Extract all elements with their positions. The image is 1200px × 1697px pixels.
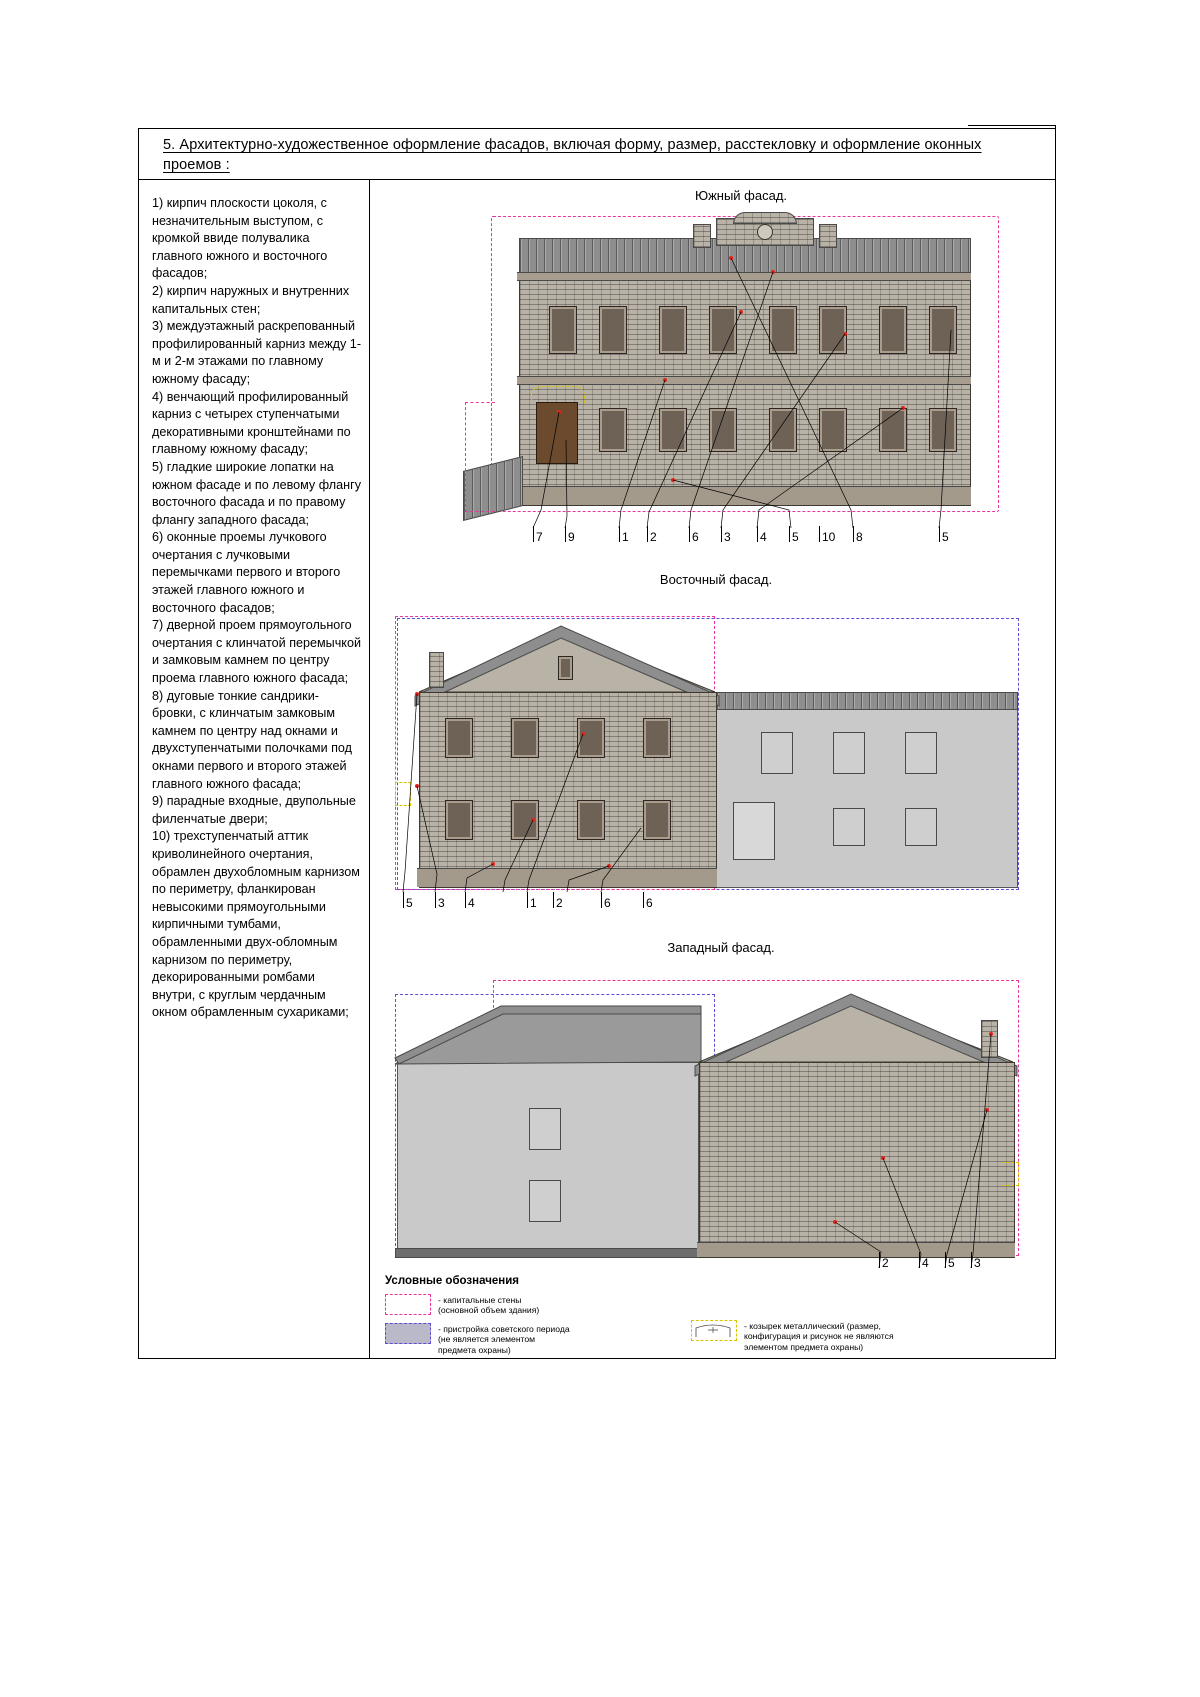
legend-text-metal-canopy-1: - козырек металлический (размер, [744,1321,881,1331]
drawings-area [371,180,1055,1359]
page-title: 5. Архитектурно-художественное оформление фасадов, включая форму, размер, расстекловку и оформление оконных проемов : [163,137,982,173]
legend-swatch-capital-walls [385,1294,431,1315]
legend-text-capital-walls-2: (основной объем здания) [438,1305,540,1316]
metal-canopy-icon [531,386,585,403]
legend-text-soviet-annex-3: предмета охраны) [438,1344,511,1355]
east-facade-title: Восточный фасад. [659,572,773,587]
description-item-8: 8) дуговые тонкие сандрики-бровки, с клинчатым замковым камнем по центру над окнами и двухступенчатыми полочками под окнами первого и второго этажей главного южного фасада; [152,688,352,791]
east-facade-drawing [381,596,1031,906]
description-item-5: 5) гладкие широкие лопатки на южном фасаде и по левому флангу восточного фасада и по правому флангу западного фасада; [152,459,362,527]
legend-item-metal-canopy [691,1320,991,1352]
legend-title: Условные обозначения [385,1275,520,1287]
metal-canopy-icon-west [1001,1162,1019,1186]
description-item-9: 9) парадные входные, двупольные филенчатые двери; [152,794,356,826]
legend-swatch-metal-canopy [691,1320,737,1341]
page-title-block [139,129,1055,180]
description-item-3: 3) междуэтажный раскрепованный профилированный карниз между 1-м и 2-м этажами по главному южному фасаду; [152,319,362,386]
west-facade-drawing [381,966,1031,1266]
south-callouts: 7 9 1 2 6 3 4 5 10 8 5 [471,532,1031,554]
legend [385,1275,1045,1362]
description-item-2: 2) кирпич наружных и внутренних капитальных стен; [152,283,350,316]
legend-item-capital-walls [385,1294,645,1316]
legend-swatch-soviet-annex [385,1323,431,1344]
description-item-4: 4) венчающий профилированный карниз с четырех ступенчатыми декоративными кронштейнами по главному южному фасаду; [152,389,351,457]
legend-text-soviet-annex-1: - пристройка советского периода [438,1323,570,1334]
west-callouts: 2 4 5 3 [381,1266,1031,1288]
legend-text-soviet-annex-2: (не является элементом [438,1334,536,1345]
metal-canopy-icon-east [395,782,411,806]
legend-text-metal-canopy-3: элементом предмета охраны) [744,1341,864,1352]
south-facade-drawing [471,210,1031,540]
legend-text-metal-canopy-2: конфигурация и рисунок не являются [744,1331,894,1342]
south-facade-title: Южный фасад. [694,188,788,203]
description-item-6: 6) оконные проемы лучкового очертания с лучковыми перемычками первого и второго этажей главного южного и восточного фасадов; [152,530,341,615]
description-column [139,180,370,1359]
legend-item-soviet-annex [385,1323,645,1355]
description-item-10: 10) трехступенчатый аттик криволинейного очертания, обрамлен двухобломным карнизом по периметру, фланкирован невысокими прямоугольными кирпичными тумбами, обрамленными двух-обломным карнизом по периметру, декорированными ромбами внутри, с круглым чердачным окном обрамленным сухариками; [152,829,360,1020]
description-item-7: 7) дверной проем прямоугольного очертания с клинчатой перемычкой и замковым камнем по центру проема главного южного фасада; [152,618,361,686]
west-facade-title: Западный фасад. [667,940,775,955]
description-item-1: 1) кирпич плоскости цоколя, с незначительным выступом, с кромкой ввиде полувалика главного южного и восточного фасадов; [152,196,328,281]
east-callouts: 5 3 4 1 2 6 6 [381,906,1031,928]
legend-text-capital-walls-1: - капитальные стены [438,1295,522,1305]
